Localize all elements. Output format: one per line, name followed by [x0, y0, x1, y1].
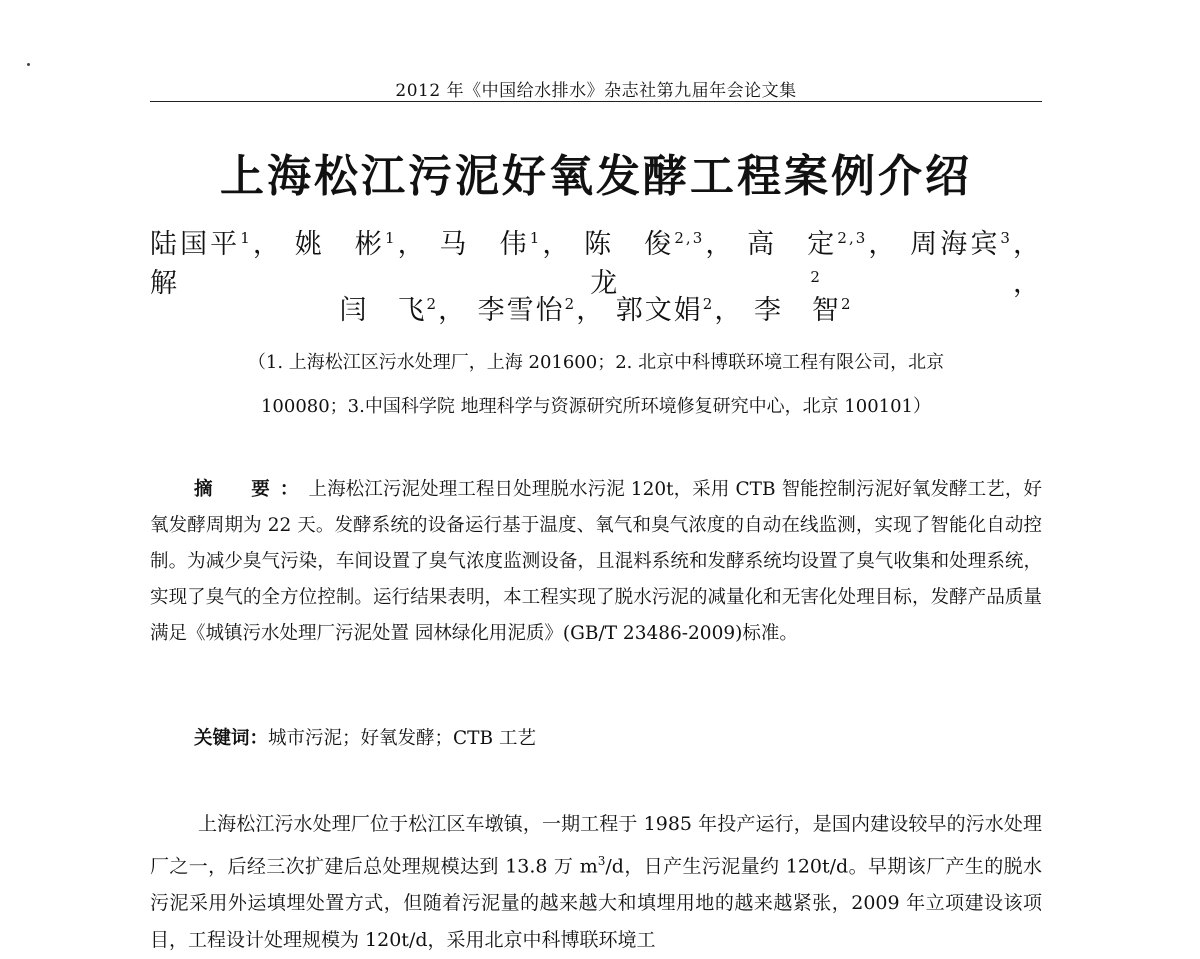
author	[910, 229, 1042, 260]
author-name: 马 伟	[439, 229, 530, 260]
author-name: 周海宾	[910, 229, 1001, 260]
author-separator: ，	[821, 268, 1043, 299]
abstract	[150, 472, 1042, 652]
author-separator: ，	[1011, 229, 1043, 260]
header-rule	[150, 101, 1042, 102]
author	[616, 295, 744, 326]
keywords	[194, 724, 536, 750]
author	[439, 229, 572, 260]
author	[584, 229, 735, 260]
body-text-a: 上海松江污水处理厂位于松江区车墩镇，一期工程于 1985 年投产运行，是国内建设较早的污水处理厂之一，后经三次扩建后总处理规模达到 13.8 万 m	[150, 813, 1042, 878]
keywords-label: 关键词：	[194, 728, 269, 749]
affiliation-line-2: 100080；3.中国科学院 地理科学与资源研究所环境修复研究中心，北京 100101）	[260, 396, 932, 417]
author-name: 高 定	[747, 229, 838, 260]
author	[754, 295, 853, 326]
paper-title: 上海松江污泥好氧发酵工程案例介绍	[220, 151, 972, 202]
author-affiliation-mark: 1	[240, 229, 252, 247]
author-name: 陈 俊	[584, 229, 675, 260]
author-affiliation-mark: 2,3	[837, 229, 868, 247]
author-name: 姚 彬	[294, 229, 385, 260]
author-affiliation-mark: 2,3	[674, 229, 705, 247]
author-separator: ，	[576, 295, 606, 326]
body-superscript: 3	[597, 854, 606, 868]
author-affiliation-mark: 2	[564, 295, 577, 313]
affiliation-line-1: （1. 上海松江区污水处理厂，上海 201600；2. 北京中科博联环境工程有限公司，北京	[247, 352, 945, 373]
author-separator: ，	[251, 229, 284, 260]
author-affiliation-mark: 1	[384, 229, 397, 247]
author-separator: ，	[396, 229, 428, 260]
author-name: 陆国平	[150, 229, 241, 260]
author-affiliation-mark: 2	[702, 295, 715, 313]
author	[478, 295, 606, 326]
author-affiliation-mark: 2	[810, 268, 822, 286]
abstract-text: 上海松江污泥处理工程日处理脱水污泥 120t，采用 CTB 智能控制污泥好氧发酵工艺，好氧发酵周期为 22 天。发酵系统的设备运行基于温度、氧气和臭气浓度的自动在线监测，实现了智能化自动控制。为减少臭气污染，车间设置了臭气浓度监测设备，且混料系统和发酵系统均设置了臭气收集和处理系统，实现了臭气的全方位控制。运行结果表明，本工程实现了脱水污泥的减量化和无害化处理目标，发酵产品质量满足《城镇污水处理厂污泥处置 园林绿化用泥质》(GB/T 23486-2009)标准。	[150, 479, 1042, 644]
author-name: 闫 飞	[339, 295, 427, 326]
author-affiliation-mark: 1	[529, 229, 542, 247]
abstract-label: 摘 要：	[194, 479, 309, 500]
author-separator: ，	[438, 295, 468, 326]
keywords-text: 城市污泥；好氧发酵；CTB 工艺	[268, 728, 536, 749]
author-affiliation-mark: 2	[426, 295, 439, 313]
authors-line-2	[150, 288, 1042, 327]
author-affiliation-mark: 2	[840, 295, 853, 313]
author-separator: ，	[867, 229, 899, 260]
author-name: 郭文娟	[615, 295, 703, 326]
scan-speck	[27, 63, 30, 66]
body-paragraph	[150, 806, 1042, 959]
running-header: 2012 年《中国给水排水》杂志社第九届年会论文集	[395, 81, 797, 101]
author-affiliation-mark: 3	[1000, 229, 1012, 247]
body-text-b: /d，日产生污泥量约 120t/d。早期该厂产生的脱水污泥采用外运填埋处置方式，但随着污泥量的越来越大和填埋用地的越来越紧张，2009 年立项建设该项目，工程设计处理规模为 120t/d，采用北京中科博联环境工	[150, 855, 1042, 952]
author-separator: ，	[704, 229, 736, 260]
author-name: 解 龙	[150, 268, 811, 299]
author	[747, 229, 898, 260]
author-separator: ，	[541, 229, 573, 260]
author-name: 李雪怡	[477, 295, 565, 326]
author-name: 李 智	[753, 295, 841, 326]
author-separator: ，	[714, 295, 744, 326]
author	[340, 295, 468, 326]
author	[150, 229, 283, 260]
author	[295, 229, 428, 260]
